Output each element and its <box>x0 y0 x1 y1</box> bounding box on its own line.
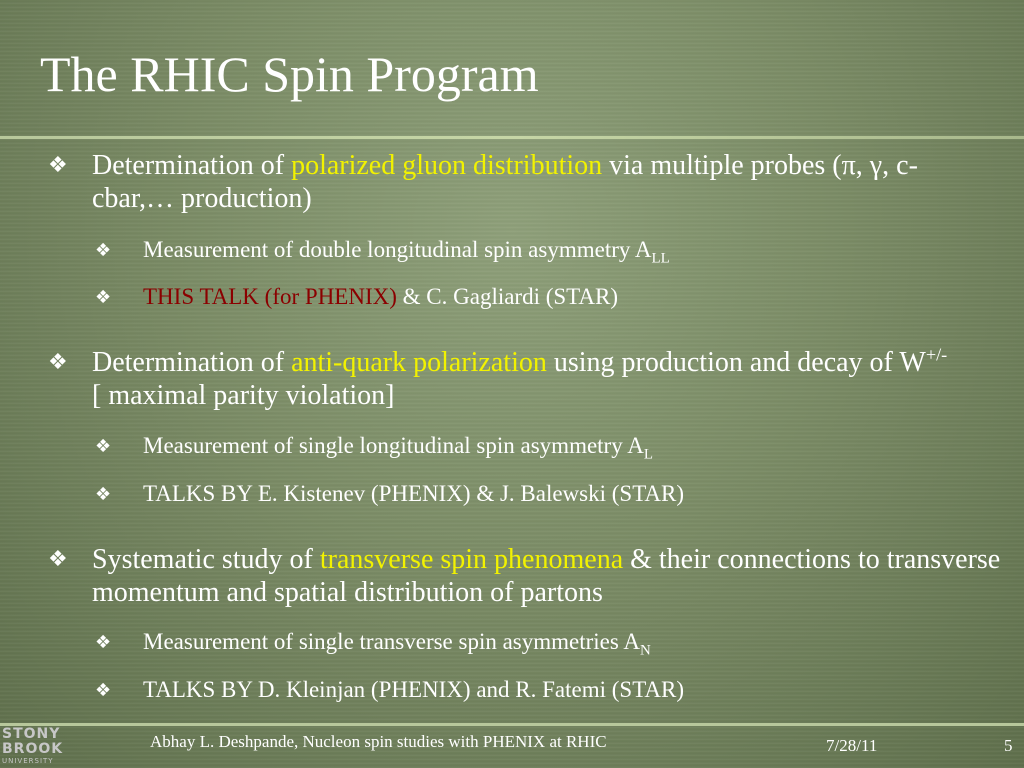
superscript: +/- <box>925 344 948 365</box>
bullet-diamond-icon: ❖ <box>48 547 68 572</box>
subscript: N <box>639 642 651 659</box>
sub-bullet-text: TALKS BY D. Kleinjan (PHENIX) and R. Fatemi (STAR) <box>143 677 685 702</box>
sub-bullet-this-talk <box>95 283 618 311</box>
bullet-diamond-icon: ❖ <box>95 680 112 701</box>
bullet-text: & their connections to transverse momentum and spatial distribution of partons <box>92 544 1001 608</box>
sub-bullet-all <box>95 236 670 267</box>
bullet-text: Determination of <box>92 150 292 181</box>
bullet-diamond-icon: ❖ <box>48 153 68 178</box>
bullet-text: Determination of <box>92 347 292 378</box>
bullet-transverse <box>48 543 1002 609</box>
stony-brook-logo <box>2 727 62 767</box>
bullet-diamond-icon: ❖ <box>95 484 112 505</box>
sub-bullet-talks-transverse <box>95 676 685 704</box>
bullet-text: using production and decay of W <box>546 347 926 378</box>
subscript: LL <box>651 250 670 267</box>
sub-bullet-text: Measurement of double longitudinal spin asymmetry A <box>143 237 652 262</box>
sub-bullet-text: & C. Gagliardi (STAR) <box>396 284 618 309</box>
logo-line-1: STONY <box>2 726 61 742</box>
footer-date: 7/28/11 <box>826 736 878 755</box>
sub-bullet-al <box>95 432 653 463</box>
this-talk-text: THIS TALK (for PHENIX) <box>143 284 397 309</box>
bullet-diamond-icon: ❖ <box>95 287 112 308</box>
highlight-text: polarized gluon distribution <box>291 150 603 181</box>
bullet-diamond-icon: ❖ <box>95 436 112 457</box>
bullet-diamond-icon: ❖ <box>48 350 68 375</box>
subscript: L <box>643 446 653 463</box>
sub-bullet-text: Measurement of single longitudinal spin asymmetry A <box>143 433 644 458</box>
slide-title: The RHIC Spin Program <box>40 46 539 102</box>
bullet-diamond-icon: ❖ <box>95 632 112 653</box>
highlight-text: transverse spin phenomena <box>319 544 624 575</box>
bullet-text: Systematic study of <box>92 544 320 575</box>
logo-line-2: BROOK <box>2 741 64 757</box>
footer-author: Abhay L. Deshpande, Nucleon spin studies with PHENIX at RHIC <box>150 732 607 751</box>
bullet-text: [ maximal parity violation] <box>92 380 395 411</box>
footer-divider <box>0 723 1024 726</box>
bullet-antiquark <box>48 344 962 412</box>
page-number: 5 <box>1004 736 1013 755</box>
bullet-text: via multiple probes (π, γ, c-cbar,… production) <box>92 150 918 214</box>
sub-bullet-text: TALKS BY E. Kistenev (PHENIX) & J. Balewski (STAR) <box>143 481 685 506</box>
bullet-diamond-icon: ❖ <box>95 240 112 261</box>
sub-bullet-talks-w <box>95 480 685 508</box>
sub-bullet-text: Measurement of single transverse spin asymmetries A <box>143 629 640 654</box>
highlight-text: anti-quark polarization <box>291 347 547 378</box>
logo-line-3: UNIVERSITY <box>2 757 54 765</box>
sub-bullet-an <box>95 628 651 659</box>
bullet-gluon <box>48 149 992 215</box>
